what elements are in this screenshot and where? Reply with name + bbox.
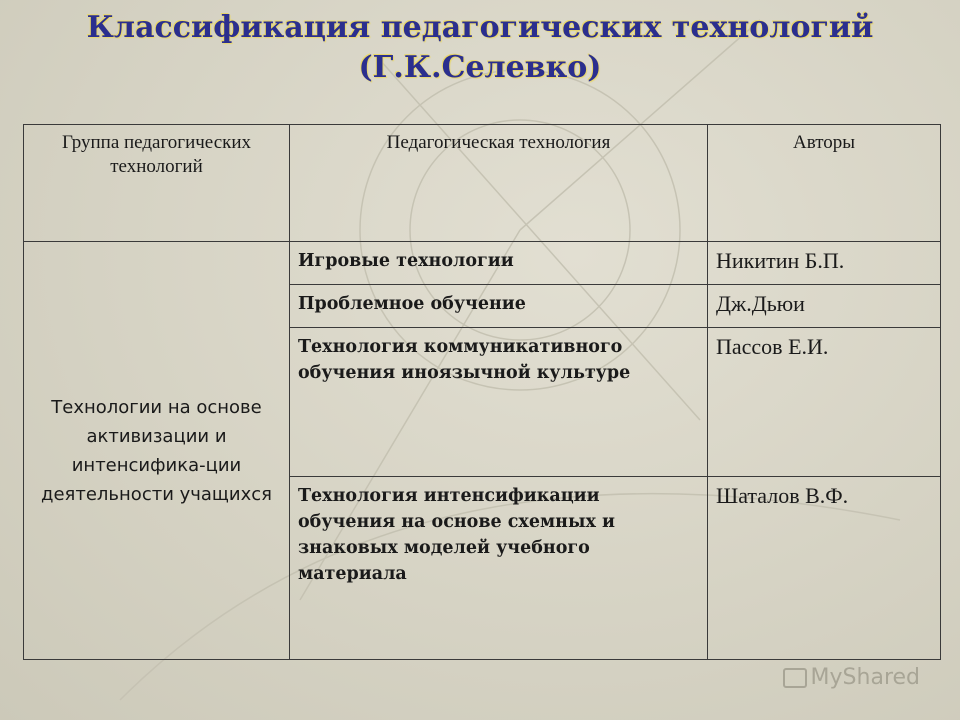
title-line-1: Классификация педагогических технологий (86, 10, 874, 45)
title-line-2: (Г.К.Селевко) (358, 50, 602, 85)
watermark-text: MyShared (810, 665, 920, 690)
author-cell: Никитин Б.П. (708, 242, 941, 285)
watermark (783, 665, 920, 690)
classification-table (23, 124, 941, 660)
author-cell: Дж.Дьюи (708, 285, 941, 328)
author-cell: Пассов Е.И. (708, 328, 941, 477)
page-title (0, 8, 960, 88)
table-header-row (24, 125, 941, 242)
author-cell: Шаталов В.Ф. (708, 477, 941, 660)
screen-icon (783, 668, 807, 688)
technology-cell: Технология коммуникативного обучения иноязычной культуре (290, 328, 708, 477)
technology-cell: Игровые технологии (290, 242, 708, 285)
group-cell: Технологии на основе активизации и интенсифика-ции деятельности учащихся (24, 242, 290, 660)
technology-cell: Проблемное обучение (290, 285, 708, 328)
technology-cell: Технология интенсификации обучения на основе схемных и знаковых моделей учебного материала (290, 477, 708, 660)
header-technology: Педагогическая технология (290, 125, 708, 242)
header-authors: Авторы (708, 125, 941, 242)
header-group: Группа педагогических технологий (24, 125, 290, 242)
table-row (24, 242, 941, 285)
